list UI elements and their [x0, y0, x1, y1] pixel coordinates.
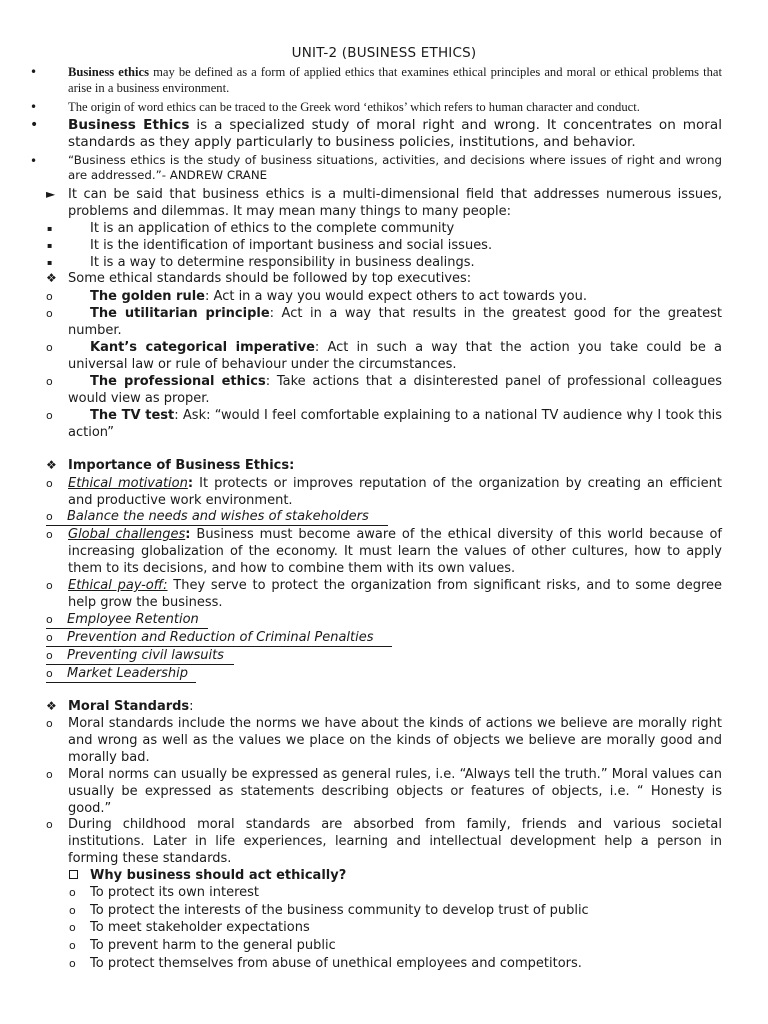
term-business-ethics-2: Business Ethics: [68, 117, 190, 133]
bullet-marker: •: [30, 65, 38, 79]
circle-marker: o: [46, 768, 53, 781]
small-bullet-marker: ▪: [47, 241, 53, 250]
circle-marker: o: [69, 939, 76, 952]
list-item: o Balance the needs and wishes of stakeholders: [46, 508, 388, 526]
page-title: UNIT-2 (BUSINESS ETHICS): [291, 45, 477, 61]
document-page: UNIT-2 (BUSINESS ETHICS) • Business ethics may be defined as a form of applied ethics that examines ethical principles and moral or ethical problems that arise in a business environment. • The origin of word ethics can be traced to the Greek word ‘ethikos’ which refers to human character and conduct. • Business Ethics is a specialized study of moral right and wrong. It concentrates on moral standards as they apply particularly to business policies, institutions, and behavior. • “Business ethics is the study of business situations, activities, and decisions where issues of right and wrong are addressed.”- ANDREW CRANE ► It can be said that business ethics is a multi-dimensional field that addresses numerous issues, problems and dilemmas. It may mean many things to many people: ▪ It is an application of ethics to the complete community ▪ It is the identification of important business and social issues. ▪ It is a way to determine responsibility in business dealings. ❖ Some ethical standards should be followed by top executives: o The golden rule: Act in a way you would expect others to act towards you. o The utilitarian principle: Act in a way that results in the greatest good for the greatest number. o Kant’s categorical imperative: Act in such a way that the action you take could be a universal law or rule of behaviour under the circumstances. o The professional ethics: Take actions that a disinterested panel of professional colleagues would view as proper. o The TV test: Ask: “would I feel comfortable explaining to a national TV audience why I took this action” ❖ Importance of Business Ethics: o Ethical motivation: It protects or improves reputation of the organization by creating an efficient and productive work environment. o Balance the needs and wishes of stakeholders o Global challenges: Business must become aware of the ethical diversity of this world because of increasing globalization of the economy. It must learn the values of other cultures, how to apply them to its decisions, and how to combine them with its own values. o Ethical pay-off: They serve to protect the organization from significant risks, and to some degree help grow the business. o Employee Retention o Prevention and Reduction of Criminal Penalties o Preventing civil lawsuits o Market Leadership ❖ Moral Standards: o Moral standards include the norms we have about the kinds of actions we believe are morally right and wrong as well as the values we place on the kinds of objects we believe are morally good and morally bad. o Moral norms can usually be expressed as general rules, i.e. “Always tell the truth.” Moral values can usually be expressed as statements describing objects or features of objects, i.e. “ Honesty is good.” o During childhood moral standards are absorbed from family, friends and various societal institutions. Later in life experiences, learning and intellectual development help a person in forming these standards. Why business should act ethically? o To protect its own interest o To protect the interests of the business community to develop trust of public o To meet stakeholder expectations o To prevent harm to the general public o To protect themselves from abuse of unethical employees and competitors.: [0, 0, 768, 1024]
list-item: o Prevention and Reduction of Criminal Penalties: [46, 629, 392, 647]
list-item: o Employee Retention: [46, 611, 208, 629]
circle-marker: o: [46, 818, 53, 831]
arrow-marker: ►: [46, 187, 56, 201]
bullet-marker: •: [30, 117, 39, 133]
circle-marker: o: [46, 341, 53, 354]
small-bullet-marker: ▪: [47, 224, 53, 233]
circle-marker: o: [46, 579, 53, 592]
list-item: o Market Leadership: [46, 665, 196, 683]
list-item: o Preventing civil lawsuits: [46, 647, 234, 665]
circle-marker: o: [46, 307, 53, 320]
diamond-marker: ❖: [46, 271, 57, 285]
circle-marker: o: [69, 921, 76, 934]
circle-marker: o: [46, 290, 53, 303]
term-business-ethics: Business ethics: [68, 65, 150, 79]
circle-marker: o: [46, 477, 53, 490]
bullet-marker: •: [30, 154, 38, 168]
circle-marker: o: [46, 717, 53, 730]
bullet-marker: •: [30, 100, 38, 114]
circle-marker: o: [46, 375, 53, 388]
diamond-marker: ❖: [46, 458, 57, 472]
circle-marker: o: [46, 528, 53, 541]
circle-marker: o: [69, 904, 76, 917]
circle-marker: o: [69, 957, 76, 970]
circle-marker: o: [69, 886, 76, 899]
circle-marker: o: [46, 409, 53, 422]
diamond-marker: ❖: [46, 699, 57, 713]
small-bullet-marker: ▪: [47, 258, 53, 267]
checkbox-square-icon: [69, 870, 78, 879]
